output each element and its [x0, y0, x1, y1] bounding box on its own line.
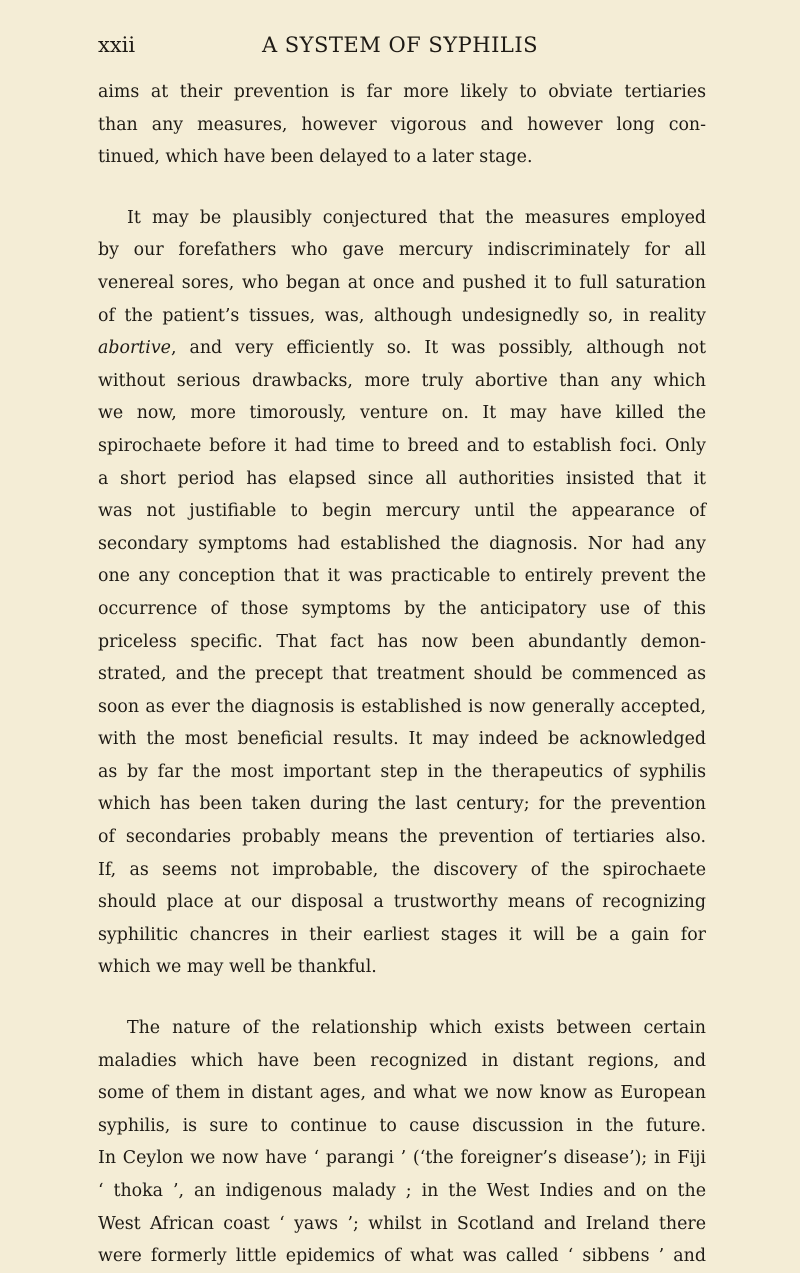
- text-line: priceless specific. That fact has now been abundantly demon-: [98, 631, 706, 652]
- text-line: If, as seems not improbable, the discovery of the spirochaete: [98, 859, 706, 880]
- text-line: syphilis, is sure to continue to cause discussion in the future.: [98, 1115, 706, 1136]
- text-line: was not justifiable to begin mercury until the appearance of: [98, 501, 706, 522]
- text-line: than any measures, however vigorous and however long con-: [98, 114, 706, 135]
- text-line: It may be plausibly conjectured that the measures employed: [127, 207, 706, 228]
- text-line: one any conception that it was practicable to entirely prevent the: [98, 566, 706, 587]
- text-line: In Ceylon we now have ‘ parangi ’ (‘the foreigner’s disease’); in Fiji: [98, 1148, 706, 1169]
- text-line: syphilitic chancres in their earliest stages it will be a gain for: [98, 924, 706, 945]
- text-line: ‘ thoka ’, an indigenous malady ; in the West Indies and on the: [98, 1181, 706, 1201]
- paragraph: [98, 1012, 706, 1273]
- text-line: The nature of the relationship which exists between certain: [127, 1018, 706, 1039]
- paragraph-gap: [98, 174, 706, 202]
- text-line: a short period has elapsed since all authorities insisted that it: [98, 468, 706, 489]
- text-line: of the patient’s tissues, was, although undesignedly so, in reality: [98, 305, 706, 326]
- paragraph: [98, 202, 706, 984]
- page-number: xxii: [98, 33, 136, 57]
- text-line: West African coast ‘ yaws ’; whilst in Scotland and Ireland there: [98, 1213, 706, 1234]
- paragraph-gap: [98, 984, 706, 1012]
- text-line: abortive, and very efficiently so. It was possibly, although not: [98, 338, 706, 359]
- text-line: of secondaries probably means the prevention of tertiaries also.: [98, 827, 706, 848]
- text-line: secondary symptoms had established the diagnosis. Nor had any: [98, 533, 706, 554]
- text-line: were formerly little epidemics of what was called ‘ sibbens ’ and: [98, 1246, 706, 1267]
- text-line: tinued, which have been delayed to a later stage.: [98, 147, 533, 168]
- running-head: [98, 30, 702, 60]
- emphasized-word: abortive: [98, 338, 171, 359]
- text-line: without serious drawbacks, more truly abortive than any which: [98, 370, 706, 391]
- text-line: some of them in distant ages, and what we now know as European: [98, 1083, 706, 1104]
- text-line: with the most beneficial results. It may indeed be acknowledged: [98, 729, 706, 750]
- running-title: A SYSTEM OF SYPHILIS: [261, 33, 539, 57]
- text-line: as by far the most important step in the therapeutics of syphilis: [98, 761, 706, 782]
- text-line: soon as ever the diagnosis is established is now generally accepted,: [98, 696, 706, 717]
- text-line: venereal sores, who began at once and pushed it to full saturation: [98, 272, 706, 293]
- text-line: we now, more timorously, venture on. It may have killed the: [98, 403, 706, 424]
- text-line: occurrence of those symptoms by the anticipatory use of this: [98, 598, 706, 619]
- text-line: strated, and the precept that treatment should be commenced as: [98, 664, 706, 685]
- text-line: spirochaete before it had time to breed and to establish foci. Only: [98, 435, 706, 456]
- text-line: should place at our disposal a trustworthy means of recognizing: [98, 892, 706, 913]
- text-line: which has been taken during the last century; for the prevention: [98, 794, 706, 815]
- text-line: by our forefathers who gave mercury indiscriminately for all: [98, 240, 706, 261]
- paragraph: [98, 76, 706, 174]
- text-line: maladies which have been recognized in distant regions, and: [98, 1050, 706, 1071]
- text-line: aims at their prevention is far more likely to obviate tertiaries: [98, 82, 706, 102]
- text-line: which we may well be thankful.: [98, 957, 377, 978]
- body-text: [98, 76, 706, 1273]
